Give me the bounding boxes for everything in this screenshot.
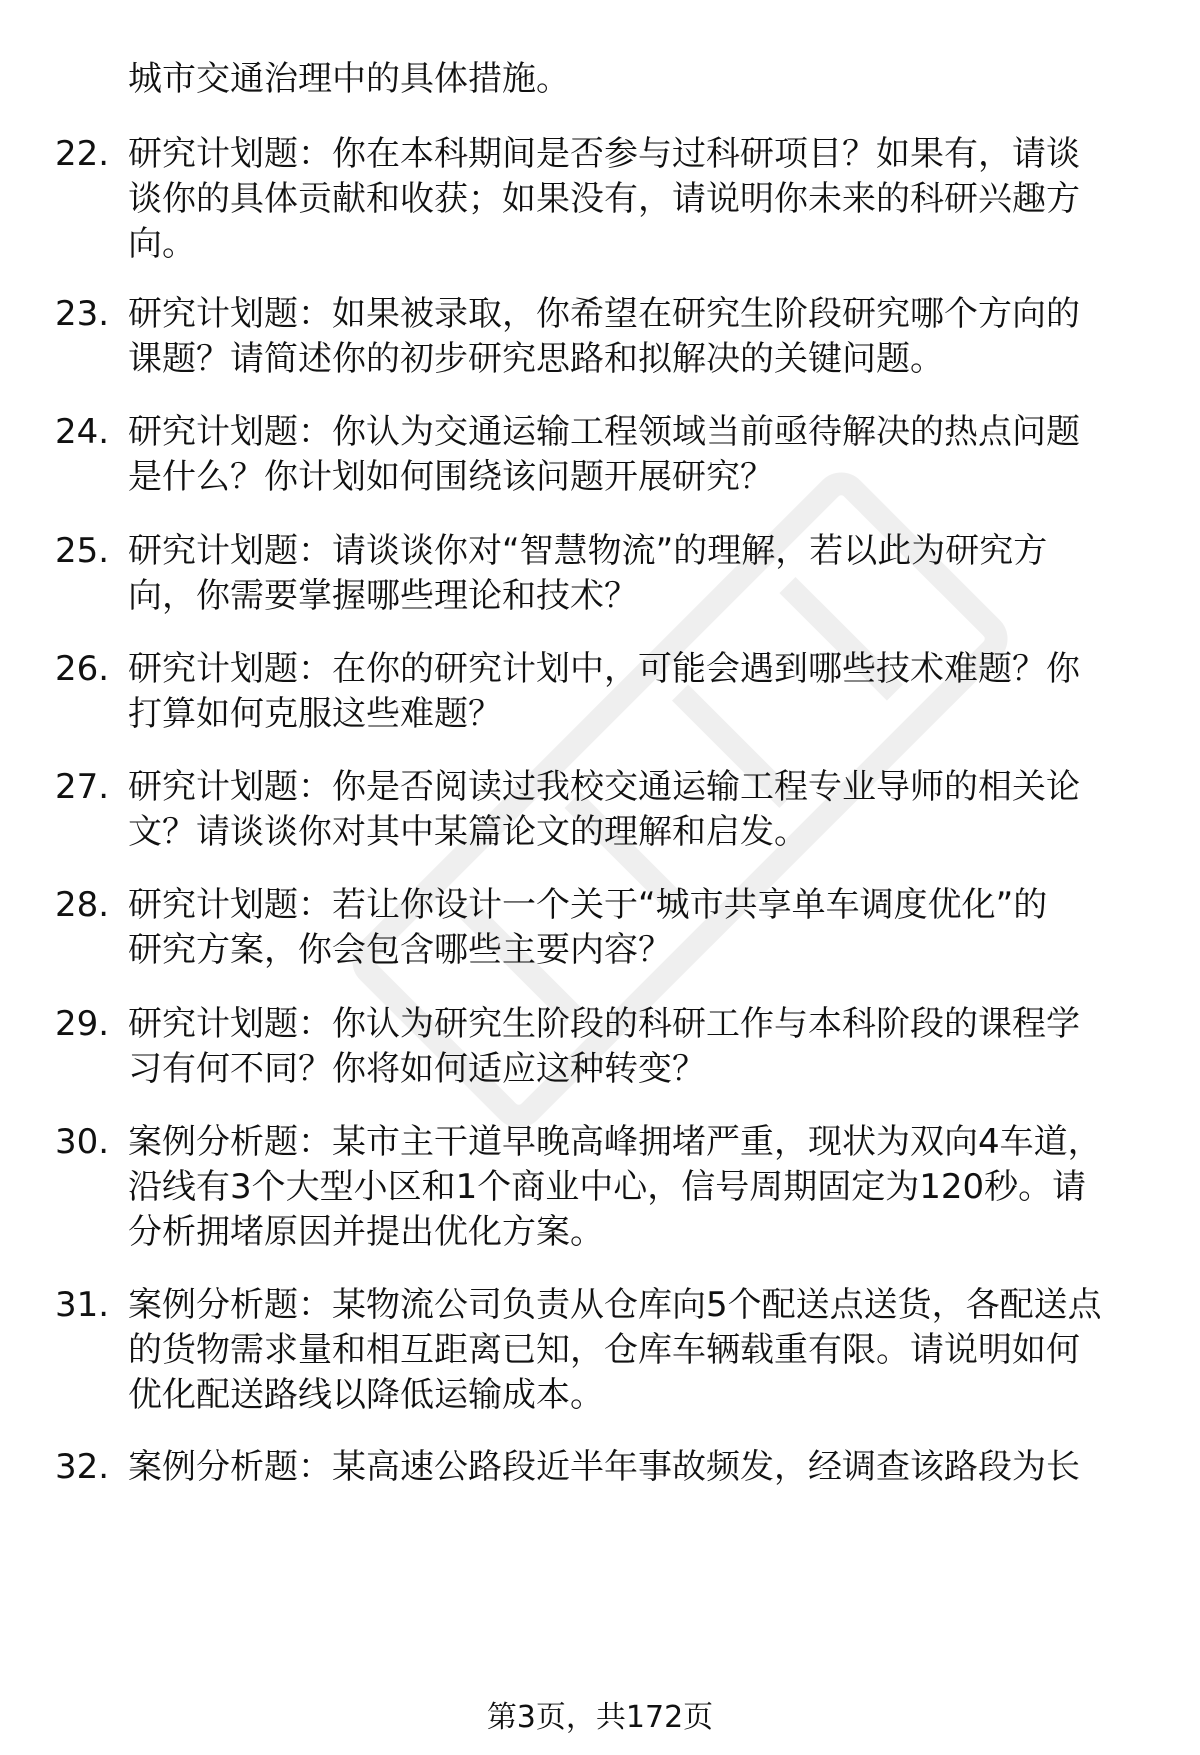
text-line: 分析拥堵原因并提出优化方案。	[128, 1212, 604, 1252]
question-number: 30.	[55, 1122, 110, 1162]
text-line: 课题？请简述你的初步研究思路和拟解决的关键问题。	[128, 339, 944, 379]
question-number: 29.	[55, 1004, 110, 1044]
text-line: 文？请谈谈你对其中某篇论文的理解和启发。	[128, 812, 808, 852]
question-number: 24.	[55, 412, 110, 452]
text-line: 研究计划题：你是否阅读过我校交通运输工程专业导师的相关论	[128, 767, 1080, 807]
question-number: 26.	[55, 649, 110, 689]
question-number: 32.	[55, 1447, 110, 1487]
question-number: 22.	[55, 134, 110, 174]
text-line: 习有何不同？你将如何适应这种转变？	[128, 1049, 706, 1089]
text-line: 研究计划题：你在本科期间是否参与过科研项目？如果有，请谈	[128, 134, 1080, 174]
page-footer: 第3页，共172页	[486, 1700, 714, 1735]
text-line: 案例分析题：某市主干道早晚高峰拥堵严重，现状为双向4车道，	[128, 1122, 1102, 1162]
text-line: 案例分析题：某物流公司负责从仓库向5个配送点送货，各配送点	[128, 1285, 1102, 1325]
text-line: 城市交通治理中的具体措施。	[128, 59, 570, 99]
text-line: 研究计划题：你认为研究生阶段的科研工作与本科阶段的课程学	[128, 1004, 1080, 1044]
question-number: 25.	[55, 531, 110, 571]
text-line: 的货物需求量和相互距离已知，仓库车辆载重有限。请说明如何	[128, 1330, 1080, 1370]
text-line: 是什么？你计划如何围绕该问题开展研究？	[128, 457, 774, 497]
question-number: 28.	[55, 885, 110, 925]
text-line: 研究计划题：请谈谈你对“智慧物流”的理解，若以此为研究方	[128, 531, 1048, 571]
text-line: 打算如何克服这些难题？	[128, 694, 502, 734]
text-line: 研究计划题：若让你设计一个关于“城市共享单车调度优化”的	[128, 885, 1048, 925]
text-line: 向。	[128, 224, 196, 264]
question-number: 31.	[55, 1285, 110, 1325]
text-line: 案例分析题：某高速公路段近半年事故频发，经调查该路段为长	[128, 1447, 1080, 1487]
text-line: 向，你需要掌握哪些理论和技术？	[128, 576, 638, 616]
text-line: 谈你的具体贡献和收获；如果没有，请说明你未来的科研兴趣方	[128, 179, 1080, 219]
question-number: 23.	[55, 294, 110, 334]
text-line: 优化配送路线以降低运输成本。	[128, 1375, 604, 1415]
text-line: 沿线有3个大型小区和1个商业中心，信号周期固定为120秒。请	[128, 1167, 1087, 1207]
text-line: 研究计划题：如果被录取，你希望在研究生阶段研究哪个方向的	[128, 294, 1080, 334]
question-number: 27.	[55, 767, 110, 807]
text-line: 研究计划题：你认为交通运输工程领域当前亟待解决的热点问题	[128, 412, 1080, 452]
text-line: 研究计划题：在你的研究计划中，可能会遇到哪些技术难题？你	[128, 649, 1080, 689]
text-line: 研究方案，你会包含哪些主要内容？	[128, 930, 672, 970]
